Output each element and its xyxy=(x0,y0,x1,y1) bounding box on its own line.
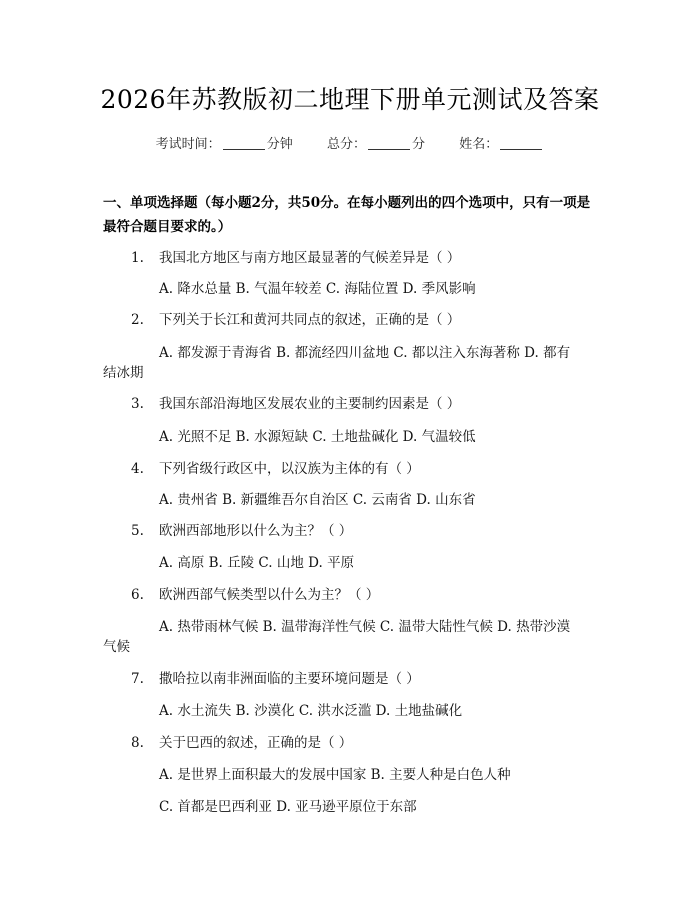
question-1 xyxy=(131,246,460,266)
question-text: 撒哈拉以南非洲面临的主要环境问题是（ ） xyxy=(159,671,420,687)
question-6-options-continued: 气候 xyxy=(103,639,130,655)
question-7-options: A. 水土流失 B. 沙漠化 C. 洪水泛滥 D. 土地盐碱化 xyxy=(159,703,463,719)
score-label: 总分： xyxy=(326,137,366,152)
question-number: 7. xyxy=(131,671,144,687)
question-7 xyxy=(131,667,420,687)
question-number: 5. xyxy=(131,523,144,539)
question-4 xyxy=(131,457,420,477)
question-text: 关于巴西的叙述，正确的是（ ） xyxy=(159,735,353,751)
question-6 xyxy=(131,583,379,603)
question-number: 8. xyxy=(131,735,144,751)
question-number: 6. xyxy=(131,587,144,603)
question-5 xyxy=(131,519,352,539)
question-text: 下列关于长江和黄河共同点的叙述，正确的是（ ） xyxy=(159,312,461,328)
question-8-options-line2: C. 首都是巴西利亚 D. 亚马逊平原位于东部 xyxy=(159,799,417,815)
question-6-options: A. 热带雨林气候 B. 温带海洋性气候 C. 温带大陆性气候 D. 热带沙漠 xyxy=(159,619,571,635)
question-text: 下列省级行政区中，以汉族为主体的有（ ） xyxy=(159,461,420,477)
page-title: 2026年苏教版初二地理下册单元测试及答案 xyxy=(100,85,600,114)
question-2 xyxy=(131,308,460,328)
time-blank xyxy=(223,137,265,150)
score-blank xyxy=(368,137,410,150)
question-text: 欧洲西部地形以什么为主？（ ） xyxy=(159,523,353,539)
time-unit: 分钟 xyxy=(266,137,293,152)
question-text: 我国东部沿海地区发展农业的主要制约因素是（ ） xyxy=(159,396,461,412)
name-label: 姓名： xyxy=(459,137,499,152)
exam-meta-line xyxy=(0,133,700,152)
question-1-options: A. 降水总量 B. 气温年较差 C. 海陆位置 D. 季风影响 xyxy=(159,281,476,297)
name-blank xyxy=(500,137,542,150)
question-2-options-continued: 结冰期 xyxy=(103,365,144,381)
question-3-options: A. 光照不足 B. 水源短缺 C. 土地盐碱化 D. 气温较低 xyxy=(159,429,476,445)
question-2-options: A. 都发源于青海省 B. 都流经四川盆地 C. 都以注入东海著称 D. 都有 xyxy=(159,345,571,361)
question-number: 2. xyxy=(131,312,144,328)
score-unit: 分 xyxy=(412,137,426,152)
time-label: 考试时间： xyxy=(155,137,221,152)
question-5-options: A. 高原 B. 丘陵 C. 山地 D. 平原 xyxy=(159,555,355,571)
question-number: 1. xyxy=(131,250,144,266)
question-4-options: A. 贵州省 B. 新疆维吾尔自治区 C. 云南省 D. 山东省 xyxy=(159,492,476,508)
question-3 xyxy=(131,392,460,412)
question-number: 3. xyxy=(131,396,144,412)
section-heading: 一、单项选择题（每小题2分，共50分。在每小题列出的四个选项中，只有一项是最符合题目要求的。） xyxy=(103,195,591,235)
question-8-options: A. 是世界上面积最大的发展中国家 B. 主要人种是白色人种 xyxy=(159,767,511,783)
question-8 xyxy=(131,731,352,751)
question-text: 欧洲西部气候类型以什么为主？（ ） xyxy=(159,587,380,603)
question-number: 4. xyxy=(131,461,144,477)
question-text: 我国北方地区与南方地区最显著的气候差异是（ ） xyxy=(159,250,461,266)
